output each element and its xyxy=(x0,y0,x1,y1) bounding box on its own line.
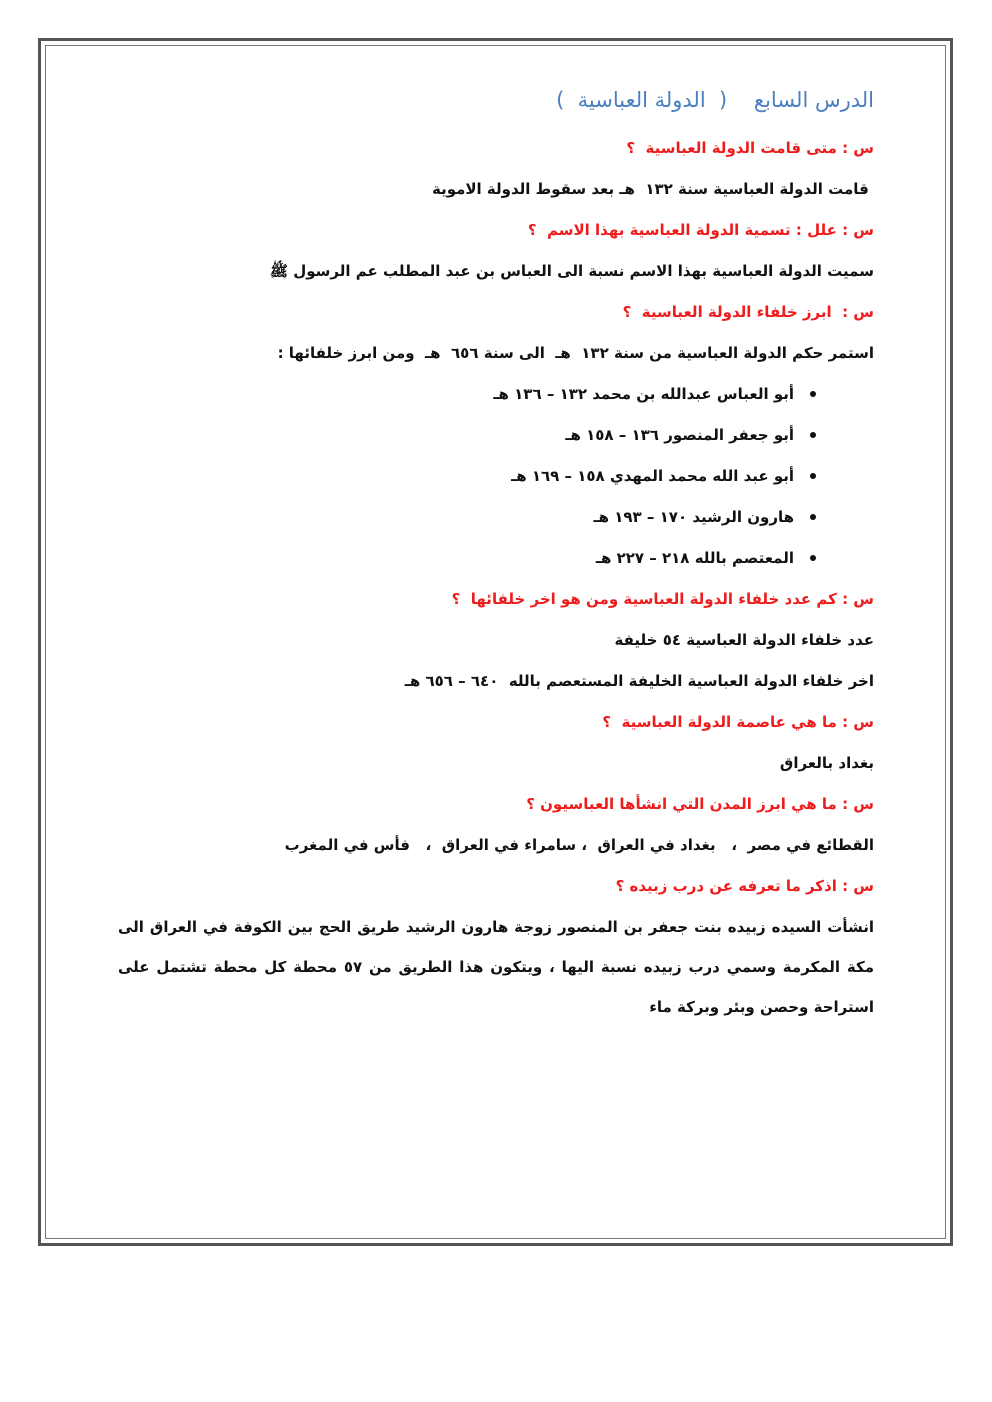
question-3: س : ابرز خلفاء الدولة العباسية ؟ xyxy=(622,303,874,321)
answer-2: سميت الدولة العباسية بهذا الاسم نسبة الى العباس بن عبد المطلب عم الرسول ﷺ xyxy=(269,262,874,280)
answer-6: القطائع في مصر ، بغداد في العراق ، سامراء في العراق ، فأس في المغرب xyxy=(284,836,874,854)
answer-3: استمر حكم الدولة العباسية من سنة ١٣٢ هـ الى سنة ٦٥٦ هـ ومن ابرز خلفائها : xyxy=(277,344,874,362)
bullet-icon xyxy=(810,473,816,479)
bullet-icon xyxy=(810,514,816,520)
question-7: س : اذكر ما تعرفه عن درب زبيده ؟ xyxy=(615,877,874,895)
question-5: س : ما هي عاصمة الدولة العباسية ؟ xyxy=(602,713,874,731)
answer-7: انشأت السيده زبيده بنت جعفر بن المنصور زوجة هارون الرشيد طريق الحج بين الكوفة في العراق الى مكة المكرمة وسمي درب زبيده نسبة اليها ، ويتكون هذا الطريق من ٥٧ محطة كل محطة تشتمل على استراحة وحصن وبئر وبركة ماء xyxy=(118,918,874,1016)
list-item: أبو العباس عبدالله بن محمد ١٣٢ – ١٣٦ هـ xyxy=(118,374,816,415)
answer-1: قامت الدولة العباسية سنة ١٣٢ هـ بعد سقوط الدولة الاموية xyxy=(431,180,874,198)
bullet-icon xyxy=(810,391,816,397)
answer-4-last: اخر خلفاء الدولة العباسية الخليفة المستعصم بالله ٦٤٠ – ٦٥٦ هـ xyxy=(404,672,874,690)
list-item: هارون الرشيد ١٧٠ – ١٩٣ هـ xyxy=(118,497,816,538)
question-4: س : كم عدد خلفاء الدولة العباسية ومن هو اخر خلفائها ؟ xyxy=(451,590,874,608)
list-item: أبو جعفر المنصور ١٣٦ – ١٥٨ هـ xyxy=(118,415,816,456)
list-item: المعتصم بالله ٢١٨ – ٢٢٧ هـ xyxy=(118,538,816,579)
question-1: س : متى قامت الدولة العباسية ؟ xyxy=(626,139,874,157)
bullet-icon xyxy=(810,555,816,561)
caliphs-list xyxy=(118,374,874,579)
lesson-content xyxy=(118,78,874,1027)
bullet-icon xyxy=(810,432,816,438)
answer-5: بغداد بالعراق xyxy=(779,754,874,772)
question-6: س : ما هي ابرز المدن التي انشأها العباسيون ؟ xyxy=(526,795,874,813)
list-item: أبو عبد الله محمد المهدي ١٥٨ – ١٦٩ هـ xyxy=(118,456,816,497)
question-2: س : علل : تسمية الدولة العباسية بهذا الاسم ؟ xyxy=(527,221,874,239)
lesson-title: الدرس السابع ( الدولة العباسية ) xyxy=(556,88,874,112)
answer-4-count: عدد خلفاء الدولة العباسية ٥٤ خليفة xyxy=(614,631,874,649)
